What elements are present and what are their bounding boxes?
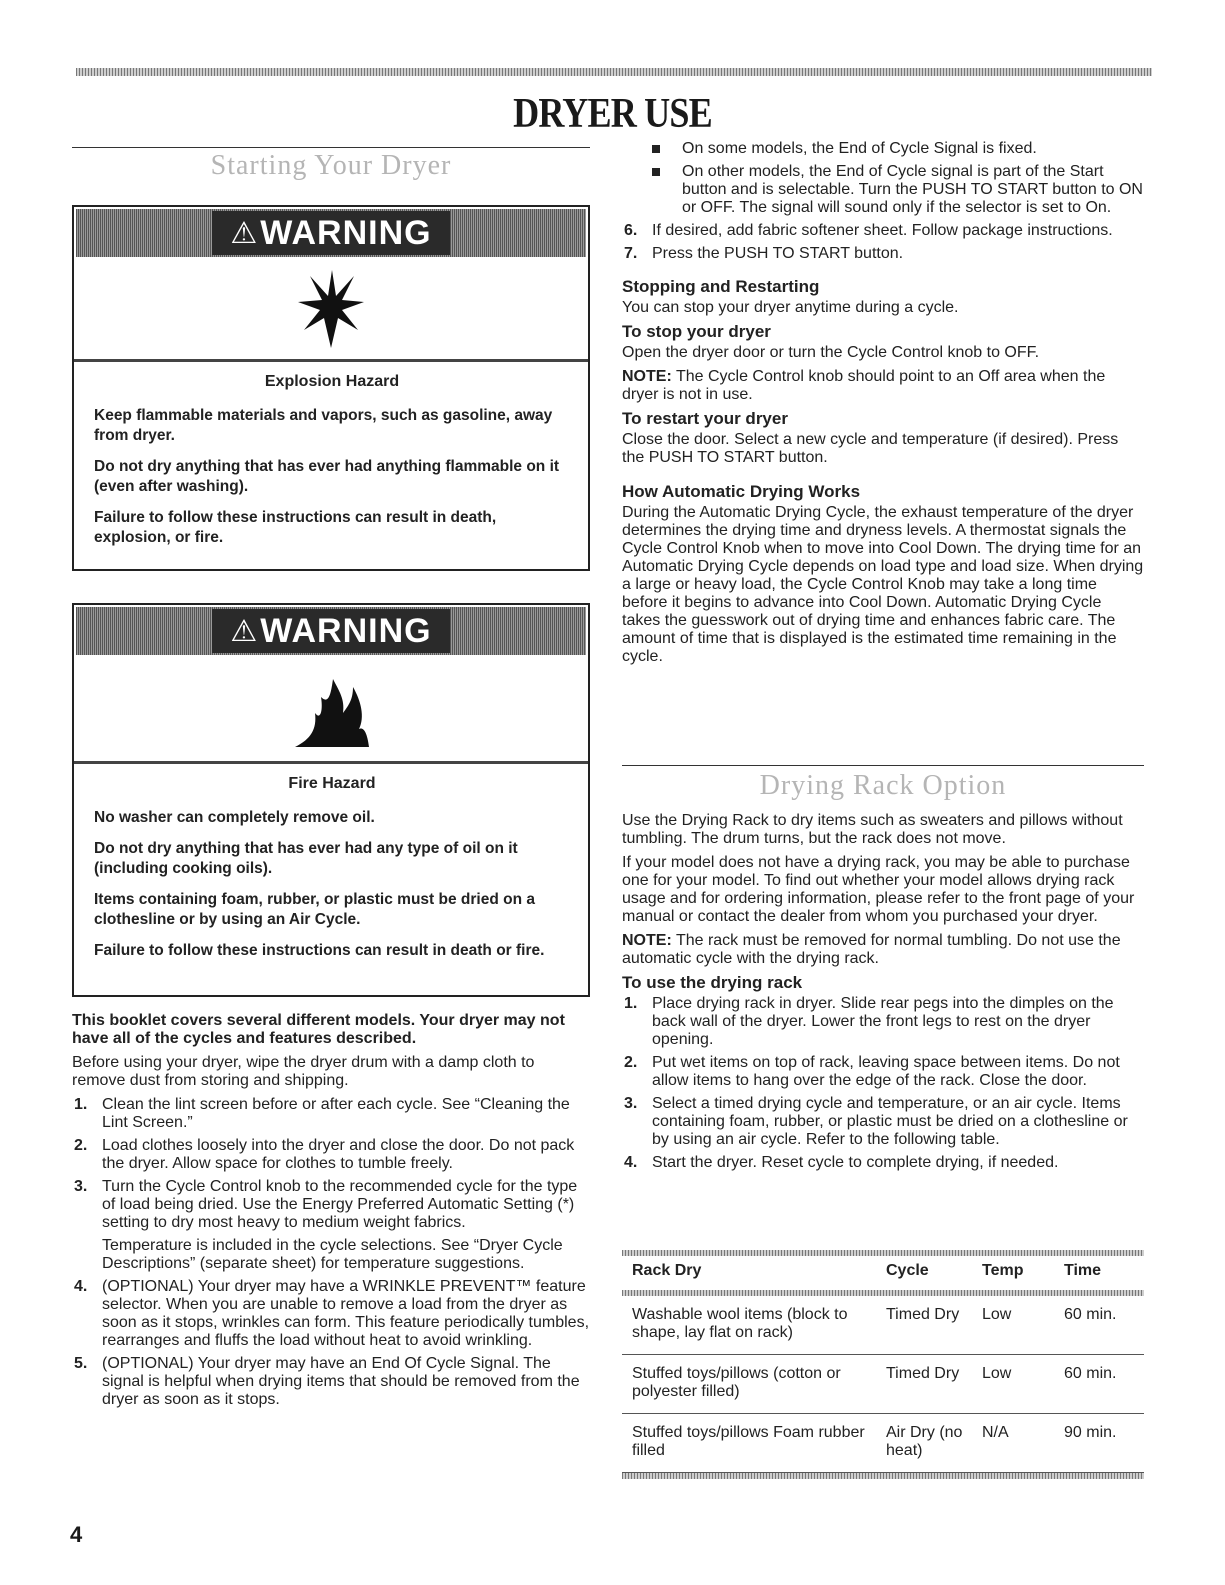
hazard-title: Explosion Hazard: [264, 373, 400, 390]
list-item: 2. Load clothes loosely into the dryer and close the door. Do not pack the dryer. Allow space for clothes to tumble freely.: [74, 1137, 575, 1172]
list-item: 4. (OPTIONAL) Your dryer may have a WRINKLE PREVENT™ feature selector. When you are unable to remove a load from the dryer as soon as it stops, wrinkles can form. This feature periodically tumbles, rearranges and fluffs the load without heat to avoid wrinkling.: [74, 1278, 590, 1349]
left-text-column: [72, 1012, 592, 1414]
section-title-drying-rack: Drying Rack Option: [759, 770, 1007, 801]
section-rule: [72, 147, 590, 148]
warning-box-fire: [72, 603, 590, 997]
heading-use-rack: To use the drying rack: [622, 973, 803, 992]
drying-rack-column: [622, 812, 1144, 1177]
table-row: Stuffed toys/pillows Foam rubber filled Air Dry (no heat) N/A 90 min.: [622, 1414, 1144, 1473]
intro-text: Before using your dryer, wipe the dryer drum with a damp cloth to remove dust from storing and shipping.: [72, 1054, 535, 1089]
list-item: 3. Select a timed drying cycle and temperature, or an air cycle. Items containing foam, rubber, or plastic must be dried on a clothesline or by using an air cycle. Refer to the following table.: [624, 1095, 1128, 1148]
list-item: 1. Place drying rack in dryer. Slide rear pegs into the dimples on the back wall of the dryer. Lower the front legs to rest on the dryer opening.: [624, 995, 1114, 1048]
section-rule: [622, 765, 1144, 766]
warning-header: [76, 209, 586, 257]
note: NOTE: The rack must be removed for normal tumbling. Do not use the automatic cycle with the drying rack.: [622, 932, 1121, 967]
intro-bold: This booklet covers several different models. Your dryer may not have all of the cycles and features described.: [72, 1012, 565, 1047]
warning-line: No washer can completely remove oil.: [94, 809, 375, 826]
paragraph: Open the dryer door or turn the Cycle Control knob to OFF.: [622, 344, 1040, 361]
list-item: 4. Start the dryer. Reset cycle to complete drying, if needed.: [624, 1154, 1059, 1171]
heading-stop: To stop your dryer: [622, 322, 771, 341]
list-item: 5. (OPTIONAL) Your dryer may have an End Of Cycle Signal. The signal is helpful when drying items that should be removed from the dryer as soon as it stops.: [74, 1355, 580, 1408]
warning-triangle-icon: ⚠: [230, 216, 259, 250]
bullet-list: [622, 140, 1144, 217]
right-text-column: [622, 140, 1144, 672]
rack-dry-table: [622, 1250, 1144, 1479]
paragraph: Use the Drying Rack to dry items such as sweaters and pillows without tumbling. The drum turns, but the rack does not move.: [622, 812, 1123, 847]
warning-line: Do not dry anything that has ever had anything flammable on it (even after washing).: [94, 458, 560, 495]
hazard-title: Fire Hazard: [288, 775, 376, 792]
steps-list: [622, 222, 1144, 263]
paragraph: If your model does not have a drying rack, you may be able to purchase one for your model. To find out whether your model allows drying rack usage and for ordering information, please refer to the front page of your manual or contact the dealer from whom you purchased your dryer.: [622, 854, 1135, 925]
warning-header: [76, 607, 586, 655]
warning-line: Items containing foam, rubber, or plastic must be dried on a clothesline or by using an Air Cycle.: [94, 891, 535, 928]
list-item: 1. Clean the lint screen before or after each cycle. See “Cleaning the Lint Screen.”: [74, 1096, 570, 1131]
explosion-icon: [74, 259, 588, 362]
list-item: 2. Put wet items on top of rack, leaving space between items. Do not allow items to hang over the edge of the rack. Close the door.: [624, 1054, 1120, 1089]
table-header-row: Rack Dry Cycle Temp Time: [632, 1262, 1102, 1279]
list-item: 6. If desired, add fabric softener sheet. Follow package instructions.: [624, 222, 1113, 239]
warning-label: WARNING: [260, 611, 432, 650]
list-item: On other models, the End of Cycle signal is part of the Start button and is selectable. Turn the PUSH TO START button to ON or OFF. The signal will sound only if the selector is set to On.: [622, 163, 1144, 217]
warning-triangle-icon: ⚠: [230, 614, 259, 648]
steps-list: [622, 995, 1144, 1172]
warning-line: Failure to follow these instructions can result in death, explosion, or fire.: [94, 509, 497, 546]
warning-label: WARNING: [260, 213, 432, 252]
heading-restart: To restart your dryer: [622, 409, 788, 428]
warning-box-explosion: [72, 205, 590, 571]
table-row: Washable wool items (block to shape, lay flat on rack) Timed Dry Low 60 min.: [622, 1296, 1144, 1355]
page-title: DRYER USE: [513, 91, 712, 137]
list-item: Temperature is included in the cycle selections. See “Dryer Cycle Descriptions” (separate sheet) for temperature suggestions.: [102, 1237, 563, 1272]
list-item: 7. Press the PUSH TO START button.: [624, 245, 904, 262]
table-row: Stuffed toys/pillows (cotton or polyester filled) Timed Dry Low 60 min.: [622, 1355, 1144, 1414]
page-number: 4: [70, 1522, 83, 1547]
warning-line: Keep flammable materials and vapors, such as gasoline, away from dryer.: [94, 407, 553, 444]
fire-icon: [74, 657, 588, 764]
list-item: On some models, the End of Cycle Signal is fixed.: [622, 140, 1144, 158]
warning-line: Failure to follow these instructions can result in death or fire.: [94, 942, 545, 959]
heading-auto-drying: How Automatic Drying Works: [622, 482, 861, 501]
warning-line: Do not dry anything that has ever had any type of oil on it (including cooking oils).: [94, 840, 518, 877]
paragraph: During the Automatic Drying Cycle, the exhaust temperature of the dryer determines the drying time and dryness levels. A thermostat signals the Cycle Control Knob when to move into Cool Down. The drying time for an Automatic Drying Cycle depends on load type and load size. When drying a large or heavy load, the Cycle Control Knob may take a long time before it begins to advance into Cool Down. Automatic Drying Cycle takes the guesswork out of drying time and enhances fabric care. The amount of time that is displayed is the estimated time remaining in the cycle.: [622, 504, 1144, 665]
top-dotted-rule: [76, 68, 1152, 76]
paragraph: You can stop your dryer anytime during a cycle.: [622, 299, 959, 316]
paragraph: Close the door. Select a new cycle and temperature (if desired). Press the PUSH TO START button.: [622, 431, 1119, 466]
note: NOTE: The Cycle Control knob should point to an Off area when the dryer is not in use.: [622, 368, 1106, 403]
heading-stopping: Stopping and Restarting: [622, 277, 820, 296]
steps-list: [72, 1096, 592, 1409]
list-item: 3. Turn the Cycle Control knob to the recommended cycle for the type of load being dried. Use the Energy Preferred Automatic Setting (*) setting to dry most heavy to medium weight fabrics.: [74, 1178, 578, 1231]
section-title-starting: Starting Your Dryer: [210, 150, 452, 181]
